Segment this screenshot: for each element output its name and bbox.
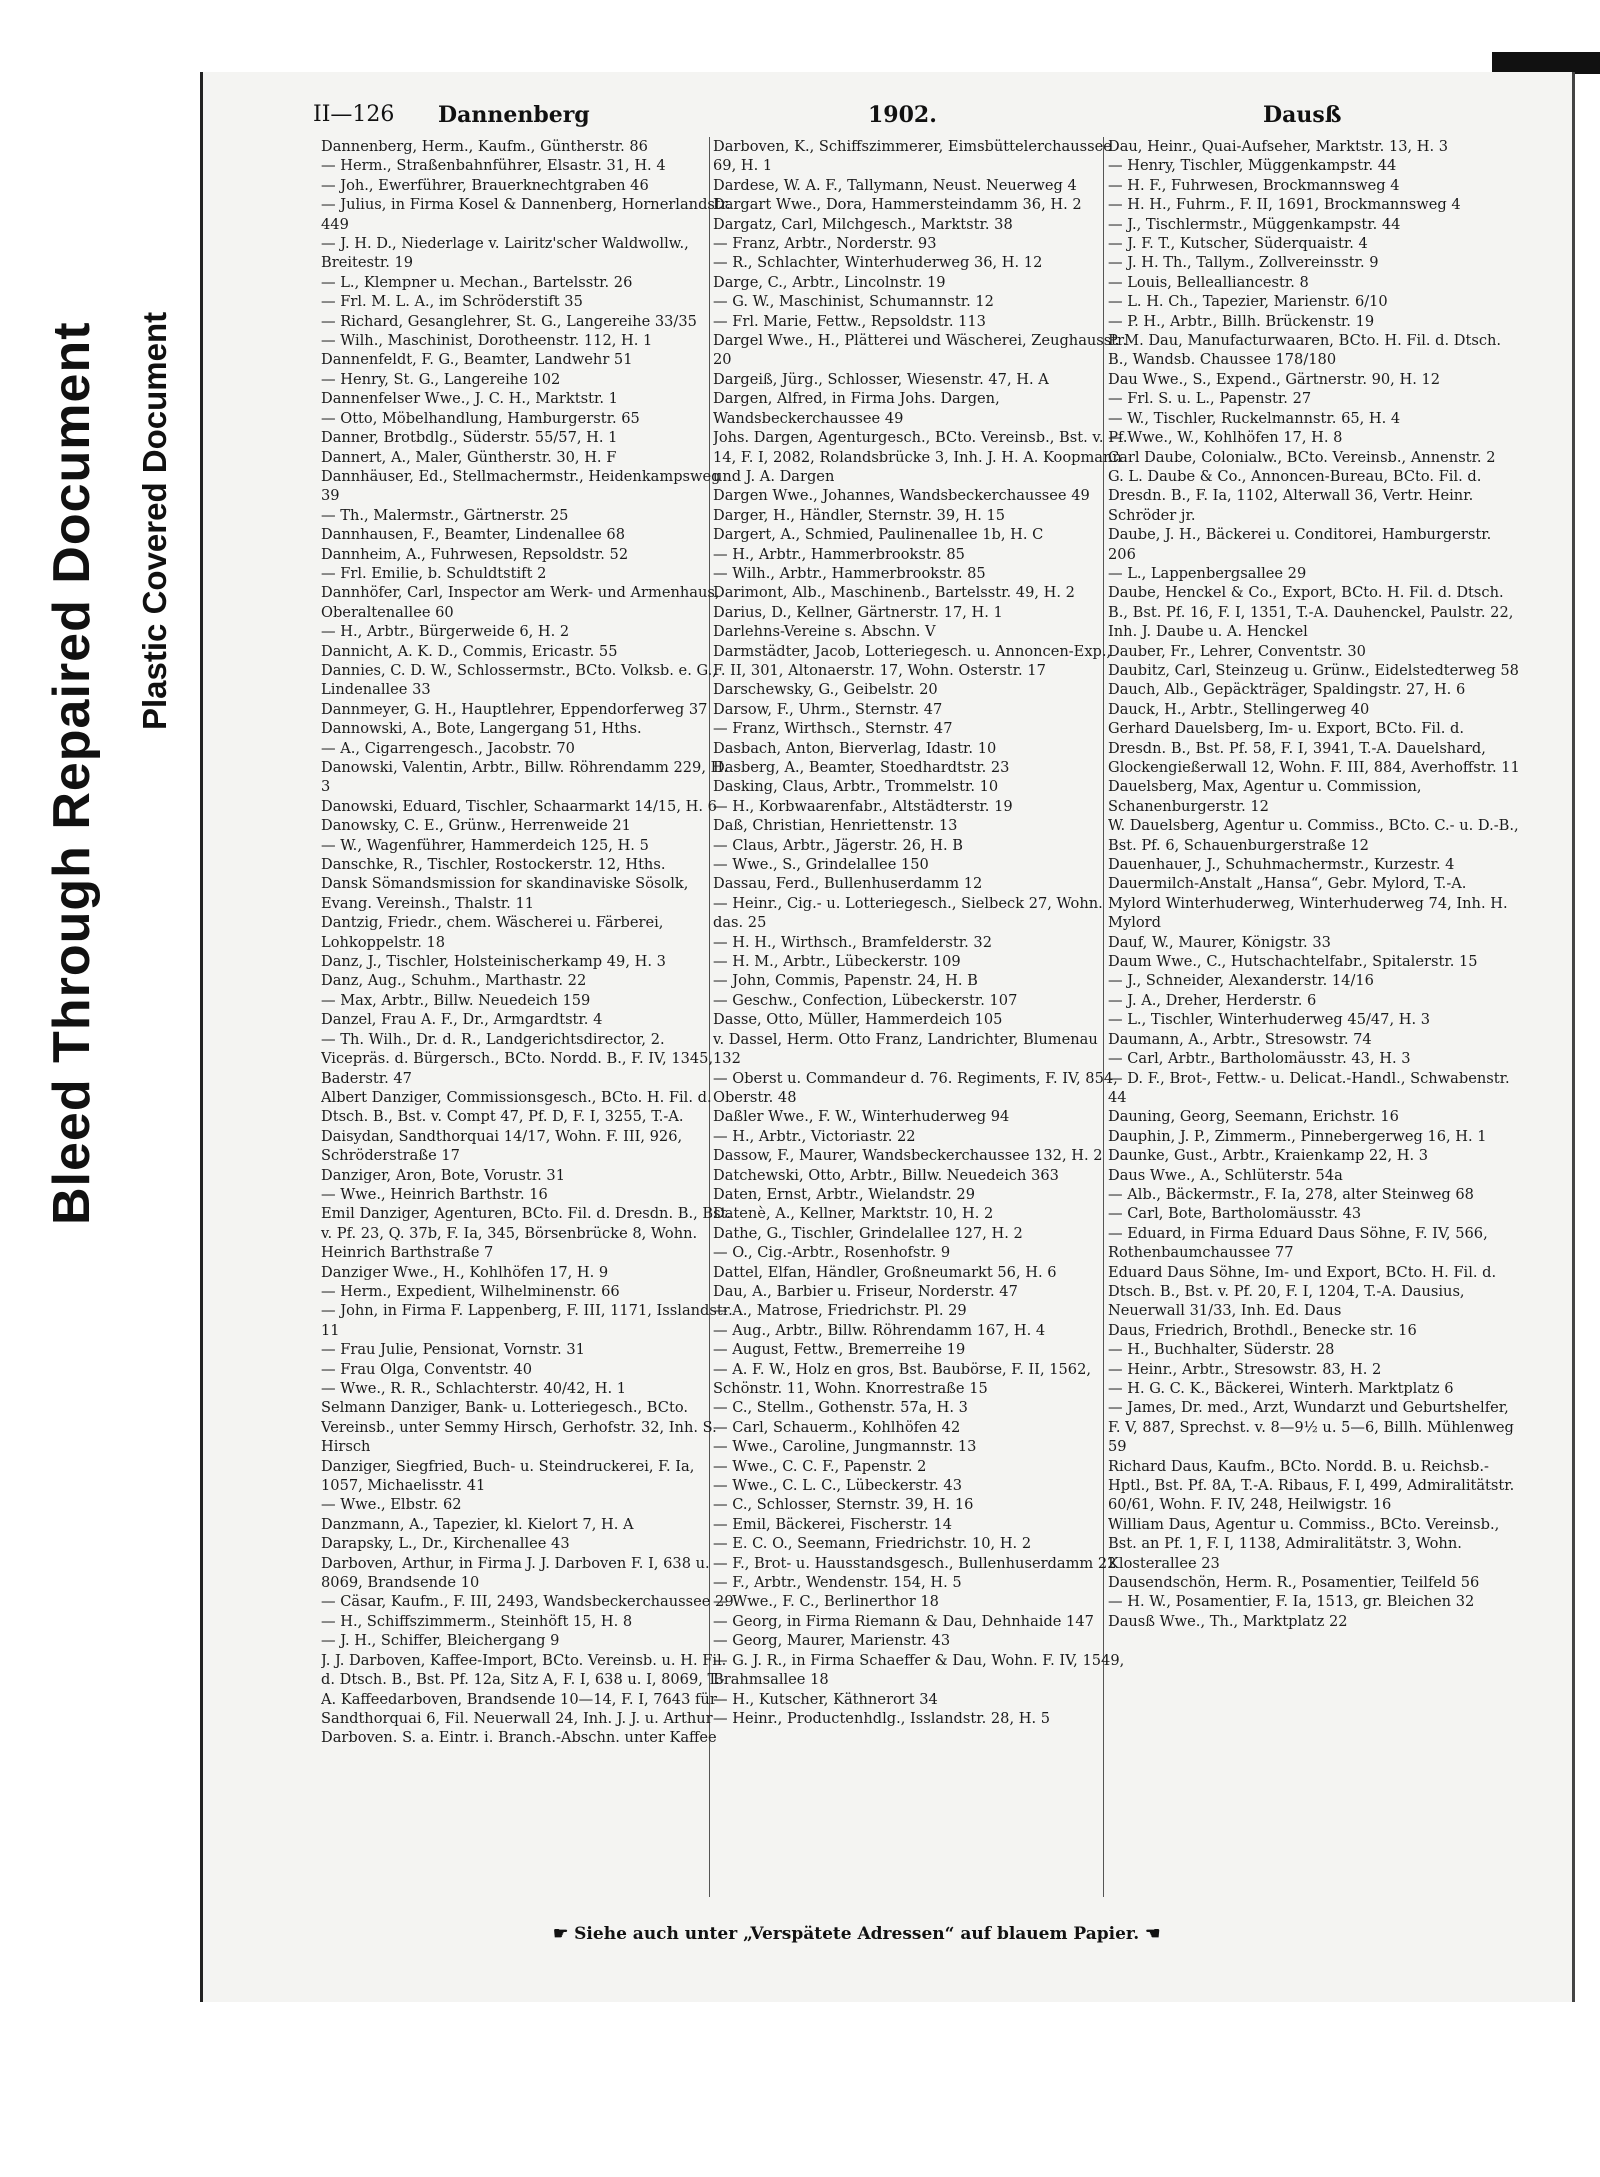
directory-entry: Daunke, Gust., Arbtr., Kraienkamp 22, H. 3 (1108, 1147, 1429, 1165)
directory-entry: — Carl, Arbtr., Bartholomäusstr. 43, H. 3 (1108, 1050, 1411, 1068)
directory-entry: Dauenhauer, J., Schuhmachermstr., Kurzestr. 4 (1108, 856, 1455, 874)
directory-entry: Dau, Heinr., Quai-Aufseher, Marktstr. 13, H. 3 (1108, 138, 1449, 155)
directory-entry: — A. F. W., Holz en gros, Bst. Baubörse, F. II, 1562, Schönstr. 11, Wohn. Knorrestraße 15 (713, 1360, 1092, 1397)
directory-entry: — H. W., Posamentier, F. Ia, 1513, gr. Bleichen 32 (1108, 1593, 1475, 1611)
directory-entry: — P. H., Arbtr., Billh. Brückenstr. 19 (1108, 312, 1375, 330)
directory-entry: — C., Stellm., Gothenstr. 57a, H. 3 (713, 1399, 968, 1417)
header-year: 1902. (868, 102, 937, 128)
directory-entry: Dargen, Alfred, in Firma Johs. Dargen, Wandsbeckerchaussee 49 (713, 390, 1000, 427)
directory-entry: — August, Fettw., Bremerreihe 19 (713, 1341, 966, 1359)
directory-entry: Dassow, F., Maurer, Wandsbeckerchaussee 132, H. 2 (713, 1147, 1103, 1165)
directory-entry: — J., Schneider, Alexanderstr. 14/16 (1108, 972, 1374, 990)
directory-entry: — Joh., Ewerführer, Brauerknechtgraben 46 (321, 176, 649, 194)
directory-entry: — G. J. R., in Firma Schaeffer & Dau, Wohn. F. IV, 1549, Brahmsallee 18 (713, 1651, 1125, 1689)
directory-entry: — W., Wagenführer, Hammerdeich 125, H. 5 (321, 836, 649, 854)
directory-entry: Daus Wwe., A., Schlüterstr. 54a (1108, 1166, 1343, 1184)
directory-entry: Danziger, Siegfried, Buch- u. Steindruckerei, F. Ia, 1057, Michaelisstr. 41 (321, 1457, 695, 1495)
directory-entry: Dargert, A., Schmied, Paulinenallee 1b, H. C (713, 526, 1044, 544)
directory-entry: Daube, Henckel & Co., Export, BCto. H. Fil. d. Dtsch. B., Bst. Pf. 16, F. I, 1351, T.-A. Dauhenckel, Paulstr. 22, Inh. J. Daube u. A. Henckel (1108, 584, 1514, 641)
directory-entry: — H. M., Arbtr., Lübeckerstr. 109 (713, 953, 961, 971)
directory-entry: Danz, Aug., Schuhm., Marthastr. 22 (321, 972, 587, 990)
directory-entry: — Max, Arbtr., Billw. Neuedeich 159 (321, 991, 591, 1009)
directory-entry: — Franz, Wirthsch., Sternstr. 47 (713, 720, 953, 738)
directory-entry: Dasse, Otto, Müller, Hammerdeich 105 (713, 1011, 1003, 1029)
directory-entry: Danowsky, C. E., Grünw., Herrenweide 21 (321, 817, 631, 835)
directory-entry: — H., Kutscher, Käthnerort 34 (713, 1690, 938, 1708)
directory-entry: Dau, A., Barbier u. Friseur, Norderstr. 47 (713, 1282, 1018, 1300)
directory-entry: Datenè, A., Kellner, Marktstr. 10, H. 2 (713, 1205, 994, 1223)
directory-page (200, 72, 1575, 2002)
directory-entry: — D. F., Brot-, Fettw.- u. Delicat.-Handl., Schwabenstr. 44 (1108, 1069, 1510, 1106)
directory-entry: Dannhausen, F., Beamter, Lindenallee 68 (321, 526, 625, 544)
directory-entry: Darius, D., Kellner, Gärtnerstr. 17, H. 1 (713, 603, 1003, 621)
directory-entry: — H. H., Wirthsch., Bramfelderstr. 32 (713, 933, 992, 951)
directory-entry: Daum Wwe., C., Hutschachtelfabr., Spitalerstr. 15 (1108, 953, 1478, 971)
directory-entry: Carl Daube, Colonialw., BCto. Vereinsb., Annenstr. 2 (1108, 448, 1496, 466)
directory-entry: — R., Schlachter, Winterhuderweg 36, H. 12 (713, 254, 1043, 272)
directory-entry: Gerhard Dauelsberg, Im- u. Export, BCto. Fil. d. Dresdn. B., Bst. Pf. 58, F. I, 3941, T.-A. Dauelshard, Glockengießerwall 12, Wohn. F. III, 884, Averhoffstr. 11 (1108, 720, 1520, 776)
directory-entry: Dausendschön, Herm. R., Posamentier, Teilfeld 56 (1108, 1574, 1480, 1592)
directory-entry: — H. G. C. K., Bäckerei, Winterh. Marktplatz 6 (1108, 1380, 1454, 1397)
directory-entry: Dannhöfer, Carl, Inspector am Werk- und Armenhaus, Oberaltenallee 60 (321, 584, 720, 621)
directory-entry: Danowski, Valentin, Arbtr., Billw. Röhrendamm 229, H. 3 (321, 759, 728, 796)
directory-entry: — Claus, Arbtr., Jägerstr. 26, H. B (713, 836, 964, 854)
directory-entry: Dasberg, A., Beamter, Stoedhardtstr. 23 (713, 759, 1010, 776)
directory-entry: Dausß Wwe., Th., Marktplatz 22 (1108, 1612, 1348, 1630)
directory-entry: Dannicht, A. K. D., Commis, Ericastr. 55 (321, 642, 618, 660)
directory-entry: Danzmann, A., Tapezier, kl. Kielort 7, H. A (321, 1515, 634, 1533)
directory-entry: Danz, J., Tischler, Holsteinischerkamp 49, H. 3 (321, 953, 666, 971)
directory-entry: — J. H., Schiffer, Bleichergang 9 (321, 1632, 560, 1650)
directory-entry: Richard Daus, Kaufm., BCto. Nordd. B. u. Reichsb.-Hptl., Bst. Pf. 8A, T.-A. Ribaus, F. I, 499, Admiralitätstr. 60/61, Wohn. F. IV, 248, Heilwigstr. 16 (1108, 1457, 1515, 1514)
directory-entry: — W., Tischler, Ruckelmannstr. 65, H. 4 (1108, 409, 1401, 427)
directory-entry: — Julius, in Firma Kosel & Dannenberg, Hornerlandstr. 449 (321, 196, 731, 233)
directory-entry: Dauber, Fr., Lehrer, Conventstr. 30 (1108, 642, 1366, 660)
directory-entry: Daus, Friedrich, Brothdl., Benecke str. 16 (1108, 1321, 1417, 1339)
directory-column-2 (713, 137, 1128, 1917)
directory-entry: Danzel, Frau A. F., Dr., Armgardtstr. 4 (321, 1011, 603, 1029)
directory-entry: Darimont, Alb., Maschinenb., Bartelsstr. 49, H. 2 (713, 584, 1075, 602)
directory-entry: W. Dauelsberg, Agentur u. Commiss., BCto. C.- u. D.-B., Bst. Pf. 6, Schauenburgerstraße 12 (1108, 817, 1519, 854)
directory-entry: — Heinr., Productenhdlg., Isslandstr. 28, H. 5 (713, 1709, 1051, 1727)
directory-entry: — H., Arbtr., Bürgerweide 6, H. 2 (321, 623, 570, 641)
directory-entry: — Wwe., F. C., Berlinerthor 18 (713, 1593, 939, 1611)
directory-entry: — Louis, Bellealliancestr. 8 (1108, 273, 1309, 291)
directory-entry: — E. C. O., Seemann, Friedrichstr. 10, H. 2 (713, 1535, 1032, 1553)
directory-entry: Dansk Sömandsmission for skandinaviske Sösolk, Evang. Vereinsh., Thalstr. 11 (321, 875, 689, 912)
directory-entry: Darboven, K., Schiffszimmerer, Eimsbüttelerchaussee 69, H. 1 (713, 138, 1112, 175)
directory-entry: P. M. Dau, Manufacturwaaren, BCto. H. Fil. d. Dtsch. B., Wandsb. Chaussee 178/180 (1108, 332, 1502, 369)
directory-entry: Dannenberg, Herm., Kaufm., Güntherstr. 86 (321, 138, 648, 155)
directory-entry: Dasking, Claus, Arbtr., Trommelstr. 10 (713, 778, 999, 796)
directory-entry: J. J. Darboven, Kaffee-Import, BCto. Vereinsb. u. H. Fil. d. Dtsch. B., Bst. Pf. 12a, Sitz A, F. I, 638 u. I, 8069, T.-A. Kaffeedarboven, Brandsende 10—14, F. I, 7643 für Sandthorquai 6, Fil. Neuerwall 24, Inh. J. J. u. Arthur Darboven. S. a. Eintr. i. Branch.-Abschn. unter Kaffee (321, 1651, 727, 1747)
directory-entry: — Wilh., Maschinist, Dorotheenstr. 112, H. 1 (321, 332, 653, 350)
directory-column-3 (1108, 137, 1523, 1917)
directory-entry: — Frl. S. u. L., Papenstr. 27 (1108, 390, 1312, 408)
directory-entry: — H. F., Fuhrwesen, Brockmannsweg 4 (1108, 176, 1400, 194)
directory-entry: Dannowski, A., Bote, Langergang 51, Hths. (321, 720, 642, 738)
directory-entry: Eduard Daus Söhne, Im- und Export, BCto. H. Fil. d. Dtsch. B., Bst. v. Pf. 20, F. I, 1204, T.-A. Dausius, Neuerwall 31/33, Inh. Ed. Daus (1108, 1263, 1497, 1320)
directory-entry: — Herm., Straßenbahnführer, Elsastr. 31, H. 4 (321, 157, 666, 175)
directory-entry: — Georg, Maurer, Marienstr. 43 (713, 1632, 951, 1650)
directory-entry: Danowski, Eduard, Tischler, Schaarmarkt 14/15, H. 6 (321, 797, 717, 815)
header-last-entry: Dausß (1263, 102, 1342, 128)
directory-entry: — Alb., Bäckermstr., F. Ia, 278, alter Steinweg 68 (1108, 1185, 1474, 1203)
directory-entry: — Henry, Tischler, Müggenkampstr. 44 (1108, 157, 1397, 175)
directory-entry: — James, Dr. med., Arzt, Wundarzt und Geburtshelfer, F. V, 887, Sprechst. v. 8—9½ u. 5—6, Billh. Mühlenweg 59 (1108, 1399, 1514, 1456)
directory-entry: Dannert, A., Maler, Güntherstr. 30, H. F (321, 448, 617, 466)
directory-column-1 (321, 137, 736, 1917)
directory-entry: Selmann Danziger, Bank- u. Lotteriegesch., BCto. Vereinsb., unter Semmy Hirsch, Gerhofstr. 32, Inh. S. Hirsch (321, 1399, 717, 1456)
directory-entry: Dauch, Alb., Gepäckträger, Spaldingstr. 27, H. 6 (1108, 681, 1466, 699)
scanner-edge-band (1492, 52, 1600, 74)
directory-entry: Dauermilch-Anstalt „Hansa“, Gebr. Mylord, T.-A. Mylord Winterhuderweg, Winterhuderweg 74, Inh. H. Mylord (1108, 875, 1508, 932)
directory-entry: Dargen Wwe., Johannes, Wandsbeckerchaussee 49 (713, 487, 1090, 505)
directory-entry: Darger, H., Händler, Sternstr. 39, H. 15 (713, 506, 1006, 524)
directory-entry: Emil Danziger, Agenturen, BCto. Fil. d. Dresdn. B., Bst. v. Pf. 23, Q. 37b, F. Ia, 345, Börsenbrücke 8, Wohn. Heinrich Barthstraße 7 (321, 1205, 732, 1262)
side-label-bleed-through: Bleed Through Repaired Document (43, 321, 101, 1225)
directory-entry: Dathe, G., Tischler, Grindelallee 127, H. 2 (713, 1224, 1023, 1242)
directory-entry: Dannhäuser, Ed., Stellmachermstr., Heidenkampsweg 39 (321, 467, 721, 505)
directory-entry: — Otto, Möbelhandlung, Hamburgerstr. 65 (321, 409, 640, 427)
directory-entry: — G. W., Maschinist, Schumannstr. 12 (713, 293, 994, 311)
directory-entry: — Wilh., Arbtr., Hammerbrookstr. 85 (713, 564, 986, 582)
directory-entry: — Aug., Arbtr., Billw. Röhrendamm 167, H. 4 (713, 1321, 1046, 1339)
directory-entry: Dargel Wwe., H., Plätterei und Wäscherei, Zeughausstr. 20 (713, 332, 1128, 369)
directory-entry: Daubitz, Carl, Steinzeug u. Grünw., Eidelstedterweg 58 (1108, 661, 1519, 679)
directory-entry: — L., Lappenbergsallee 29 (1108, 564, 1307, 582)
directory-entry: — John, Commis, Papenstr. 24, H. B (713, 972, 978, 990)
directory-entry: Dauck, H., Arbtr., Stellingerweg 40 (1108, 700, 1370, 718)
directory-entry: Darsow, F., Uhrm., Sternstr. 47 (713, 700, 943, 718)
directory-entry: — L. H. Ch., Tapezier, Marienstr. 6/10 (1108, 293, 1388, 311)
directory-entry: Darboven, Arthur, in Firma J. J. Darboven F. I, 638 u. 8069, Brandsende 10 (321, 1554, 710, 1592)
directory-entry: — H., Buchhalter, Süderstr. 28 (1108, 1341, 1335, 1359)
directory-entry: — Geschw., Confection, Lübeckerstr. 107 (713, 991, 1018, 1009)
directory-entry: — J., Tischlermstr., Müggenkampstr. 44 (1108, 215, 1401, 233)
directory-entry: Dargatz, Carl, Milchgesch., Marktstr. 38 (713, 215, 1013, 233)
directory-entry: — Wwe., Elbstr. 62 (321, 1496, 462, 1514)
directory-entry: Dannenfelser Wwe., J. C. H., Marktstr. 1 (321, 390, 618, 408)
footer-note: ☛ Siehe auch unter „Verspätete Adressen“ auf blauem Papier. ☚ (553, 1924, 1161, 1944)
directory-entry: Dannies, C. D. W., Schlossermstr., BCto. Volksb. e. G., Lindenallee 33 (321, 661, 717, 699)
directory-entry: Dannmeyer, G. H., Hauptlehrer, Eppendorferweg 37 (321, 700, 708, 718)
directory-entry: Dauning, Georg, Seemann, Erichstr. 16 (1108, 1108, 1399, 1126)
directory-entry: — Oberst u. Commandeur d. 76. Regiments, F. IV, 854, Oberstr. 48 (713, 1069, 1118, 1106)
directory-entry: — L., Tischler, Winterhuderweg 45/47, H. 3 (1108, 1011, 1431, 1029)
directory-entry: — H., Arbtr., Victoriastr. 22 (713, 1127, 916, 1145)
directory-entry: — Heinr., Cig.- u. Lotteriegesch., Sielbeck 27, Wohn. das. 25 (713, 894, 1103, 932)
directory-entry: — H., Schiffszimmerm., Steinhöft 15, H. 8 (321, 1612, 633, 1630)
directory-entry: Darge, C., Arbtr., Lincolnstr. 19 (713, 273, 946, 291)
directory-entry: — Th., Malermstr., Gärtnerstr. 25 (321, 506, 569, 524)
directory-entry: Dau Wwe., S., Expend., Gärtnerstr. 90, H. 12 (1108, 370, 1441, 388)
directory-entry: Dannenfeldt, F. G., Beamter, Landwehr 51 (321, 351, 633, 369)
directory-entry: — Wwe., R. R., Schlachterstr. 40/42, H. 1 (321, 1380, 627, 1397)
directory-entry: — Frl. M. L. A., im Schröderstift 35 (321, 293, 583, 311)
directory-entry: — Wwe., W., Kohlhöfen 17, H. 8 (1108, 429, 1343, 447)
directory-entry: — Carl, Bote, Bartholomäusstr. 43 (1108, 1205, 1362, 1223)
directory-entry: — F., Arbtr., Wendenstr. 154, H. 5 (713, 1574, 962, 1592)
directory-entry: — O., Cig.-Arbtr., Rosenhofstr. 9 (713, 1244, 951, 1262)
directory-entry: Dargart Wwe., Dora, Hammersteindamm 36, H. 2 (713, 196, 1082, 214)
directory-entry: — Cäsar, Kaufm., F. III, 2493, Wandsbeckerchaussee 29 (321, 1593, 734, 1611)
directory-entry: Dasbach, Anton, Bierverlag, Idastr. 10 (713, 739, 997, 757)
directory-entry: Daube, J. H., Bäckerei u. Conditorei, Hamburgerstr. 206 (1108, 526, 1492, 563)
directory-entry: — Th. Wilh., Dr. d. R., Landgerichtsdirector, 2. Vicepräs. d. Bürgersch., BCto. Nordd. B., F. IV, 1345, Baderstr. 47 (321, 1030, 714, 1087)
directory-entry: Danner, Brotbdlg., Süderstr. 55/57, H. 1 (321, 429, 618, 447)
directory-entry: — Wwe., C. L. C., Lübeckerstr. 43 (713, 1477, 963, 1495)
directory-entry: — Frau Julie, Pensionat, Vornstr. 31 (321, 1341, 585, 1359)
directory-entry: Darschewsky, G., Geibelstr. 20 (713, 681, 938, 699)
directory-entry: — Georg, in Firma Riemann & Dau, Dehnhaide 147 (713, 1612, 1094, 1630)
directory-entry: — Frau Olga, Conventstr. 40 (321, 1360, 533, 1378)
directory-entry: — H. H., Fuhrm., F. II, 1691, Brockmannsweg 4 (1108, 196, 1461, 214)
directory-entry: William Daus, Agentur u. Commiss., BCto. Vereinsb., Bst. an Pf. 1, F. I, 1138, Admiralitätstr. 3, Wohn. Klosterallee 23 (1108, 1515, 1500, 1572)
directory-entry: — Wwe., C. C. F., Papenstr. 2 (713, 1457, 927, 1475)
directory-entry: Dauf, W., Maurer, Königstr. 33 (1108, 933, 1331, 951)
directory-entry: Danziger, Aron, Bote, Vorustr. 31 (321, 1166, 565, 1184)
directory-entry: — A., Matrose, Friedrichstr. Pl. 29 (713, 1302, 967, 1320)
directory-entry: — L., Klempner u. Mechan., Bartelsstr. 26 (321, 273, 633, 291)
side-label-plastic-covered: Plastic Covered Document (136, 311, 173, 730)
directory-entry: — Emil, Bäckerei, Fischerstr. 14 (713, 1515, 953, 1533)
directory-entry: Dardese, W. A. F., Tallymann, Neust. Neuerweg 4 (713, 176, 1077, 194)
directory-entry: — H., Korbwaarenfabr., Altstädterstr. 19 (713, 797, 1013, 815)
directory-entry: v. Dassel, Herm. Otto Franz, Landrichter, Blumenau 132 (713, 1030, 1098, 1068)
directory-entry: Albert Danziger, Commissionsgesch., BCto. H. Fil. d. Dtsch. B., Bst. v. Compt 47, Pf. D, F. I, 3255, T.-A. Daisydan, Sandthorquai 14/17, Wohn. F. III, 926, Schröderstraße 17 (321, 1088, 712, 1165)
directory-entry: Johs. Dargen, Agenturgesch., BCto. Vereinsb., Bst. v. Pf. 14, F. I, 2082, Rolandsbrücke 3, Inh. J. H. A. Koopmann und J. A. Dargen (713, 429, 1128, 485)
directory-entry: Danziger Wwe., H., Kohlhöfen 17, H. 9 (321, 1263, 609, 1281)
directory-entry: — J. H. Th., Tallym., Zollvereinsstr. 9 (1108, 254, 1379, 272)
directory-entry: — Richard, Gesanglehrer, St. G., Langereihe 33/35 (321, 312, 697, 330)
directory-entry: Daten, Ernst, Arbtr., Wielandstr. 29 (713, 1185, 975, 1203)
directory-entry: — H., Arbtr., Hammerbrookstr. 85 (713, 545, 965, 563)
directory-entry: Daßler Wwe., F. W., Winterhuderweg 94 (713, 1108, 1010, 1126)
directory-entry: — Eduard, in Firma Eduard Daus Söhne, F. IV, 566, Rothenbaumchaussee 77 (1108, 1224, 1488, 1262)
directory-entry: — J. F. T., Kutscher, Süderquaistr. 4 (1108, 235, 1368, 253)
header-first-entry: Dannenberg (438, 102, 590, 128)
directory-entry: Dassau, Ferd., Bullenhuserdamm 12 (713, 875, 983, 893)
directory-entry: — Frl. Emilie, b. Schuldtstift 2 (321, 564, 547, 582)
directory-entry: — Henry, St. G., Langereihe 102 (321, 370, 561, 388)
directory-entry: Dattel, Elfan, Händler, Großneumarkt 56, H. 6 (713, 1263, 1057, 1281)
directory-entry: — Carl, Schauerm., Kohlhöfen 42 (713, 1418, 961, 1436)
directory-entry: Danschke, R., Tischler, Rostockerstr. 12, Hths. (321, 856, 666, 874)
directory-entry: — Wwe., Caroline, Jungmannstr. 13 (713, 1438, 977, 1456)
directory-entry: Dargeiß, Jürg., Schlosser, Wiesenstr. 47, H. A (713, 370, 1049, 388)
directory-entry: Dannheim, A., Fuhrwesen, Repsoldstr. 52 (321, 545, 629, 563)
directory-entry: Dantzig, Friedr., chem. Wäscherei u. Färberei, Lohkoppelstr. 18 (321, 914, 664, 951)
page-header (203, 102, 1575, 132)
directory-entry: Darapsky, L., Dr., Kirchenallee 43 (321, 1535, 570, 1553)
directory-entry: Dauphin, J. P., Zimmerm., Pinnebergerweg 16, H. 1 (1108, 1127, 1487, 1145)
directory-entry: Darmstädter, Jacob, Lotteriegesch. u. Annoncen-Exp., F. II, 301, Altonaerstr. 17, Wohn. Osterstr. 17 (713, 642, 1112, 679)
directory-entry: — Heinr., Arbtr., Stresowstr. 83, H. 2 (1108, 1360, 1382, 1378)
page-number: II—126 (313, 102, 395, 127)
directory-entry: — Wwe., S., Grindelallee 150 (713, 856, 929, 874)
directory-entry: — Franz, Arbtr., Norderstr. 93 (713, 235, 937, 253)
directory-entry: — F., Brot- u. Hausstandsgesch., Bullenhuserdamm 22 (713, 1554, 1117, 1572)
directory-entry: Darlehns-Vereine s. Abschn. V (713, 623, 936, 641)
directory-entry: — Wwe., Heinrich Barthstr. 16 (321, 1185, 548, 1203)
directory-entry: — Frl. Marie, Fettw., Repsoldstr. 113 (713, 312, 986, 330)
directory-entry: G. L. Daube & Co., Annoncen-Bureau, BCto. Fil. d. Dresdn. B., F. Ia, 1102, Alterwall 36, Vertr. Heinr. Schröder jr. (1108, 467, 1482, 524)
directory-entry: — J. A., Dreher, Herderstr. 6 (1108, 991, 1317, 1009)
directory-entry: Daumann, A., Arbtr., Stresowstr. 74 (1108, 1030, 1372, 1048)
directory-entry: — Herm., Expedient, Wilhelminenstr. 66 (321, 1282, 620, 1300)
directory-entry: — C., Schlosser, Sternstr. 39, H. 16 (713, 1496, 974, 1514)
directory-entry: Dauelsberg, Max, Agentur u. Commission, Schanenburgerstr. 12 (1108, 778, 1422, 815)
directory-entry: Datchewski, Otto, Arbtr., Billw. Neuedeich 363 (713, 1166, 1059, 1184)
directory-entry: — A., Cigarrengesch., Jacobstr. 70 (321, 739, 575, 757)
directory-entry: Daß, Christian, Henriettenstr. 13 (713, 817, 958, 835)
directory-entry: — J. H. D., Niederlage v. Lairitz'scher Waldwollw., Breitestr. 19 (321, 235, 689, 272)
directory-entry: — John, in Firma F. Lappenberg, F. III, 1171, Isslandstr. 11 (321, 1302, 733, 1339)
